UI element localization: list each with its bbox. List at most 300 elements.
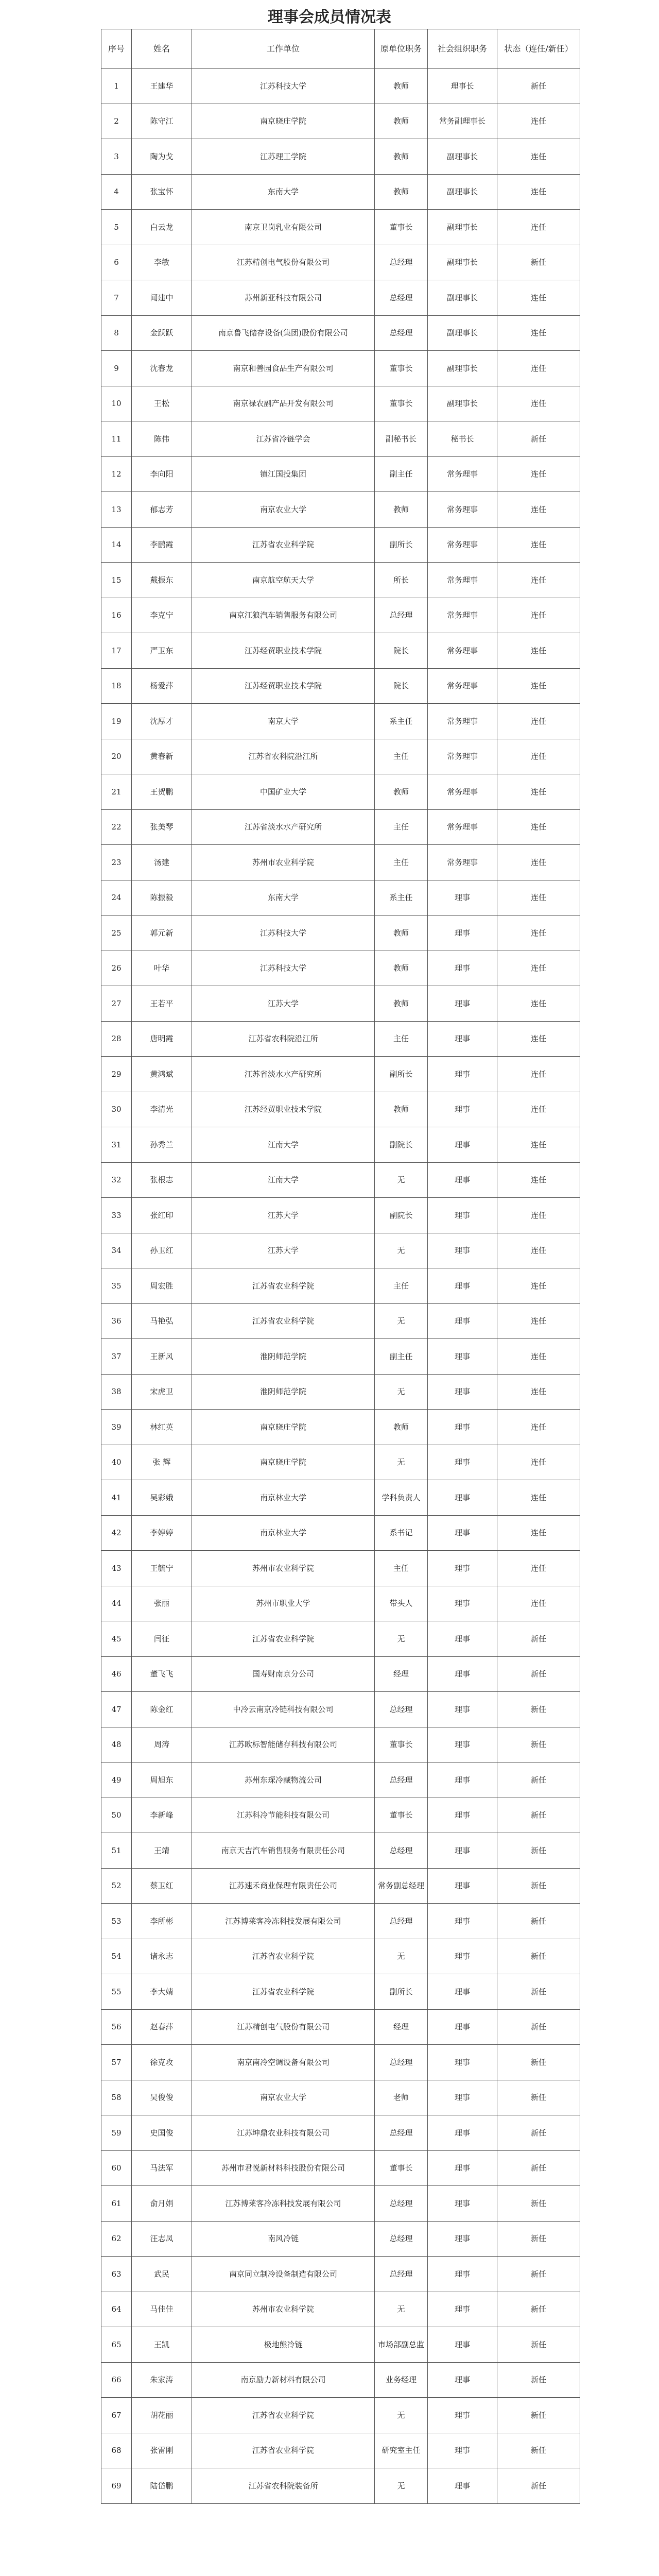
cell-name: 陶为戈 <box>132 139 192 175</box>
cell-role: 理事 <box>428 1868 497 1904</box>
table-row <box>101 2257 580 2292</box>
cell-name: 马法军 <box>132 2150 192 2186</box>
table-row <box>101 1762 580 1798</box>
cell-status: 新任 <box>497 2045 580 2080</box>
cell-role: 理事 <box>428 1162 497 1198</box>
cell-position: 无 <box>375 1445 428 1480</box>
cell-role: 副理事长 <box>428 351 497 386</box>
cell-unit: 江苏经贸职业技术学院 <box>192 668 375 704</box>
cell-no: 12 <box>101 456 132 492</box>
cell-no: 58 <box>101 2080 132 2115</box>
cell-status: 连任 <box>497 1586 580 1621</box>
cell-no: 54 <box>101 1939 132 1974</box>
cell-unit: 江苏科冷节能科技有限公司 <box>192 1798 375 1833</box>
table-row <box>101 1586 580 1621</box>
table-row <box>101 1127 580 1163</box>
cell-name: 张美琴 <box>132 809 192 845</box>
cell-position: 副所长 <box>375 527 428 563</box>
table-row <box>101 774 580 810</box>
header-name: 姓名 <box>132 29 192 69</box>
cell-name: 叶华 <box>132 951 192 986</box>
cell-name: 陈守江 <box>132 104 192 139</box>
cell-unit: 江苏省农科院沿江所 <box>192 739 375 774</box>
cell-name: 闻建中 <box>132 280 192 316</box>
cell-no: 40 <box>101 1445 132 1480</box>
cell-unit: 中冷云南京冷链科技有限公司 <box>192 1692 375 1727</box>
cell-unit: 江苏博莱客冷冻科技发展有限公司 <box>192 1904 375 1939</box>
cell-status: 连任 <box>497 1445 580 1480</box>
cell-name: 王新风 <box>132 1339 192 1375</box>
cell-unit: 江南大学 <box>192 1162 375 1198</box>
cell-position: 业务经理 <box>375 2362 428 2398</box>
cell-no: 34 <box>101 1233 132 1268</box>
cell-position: 董事长 <box>375 1727 428 1762</box>
cell-position: 老师 <box>375 2080 428 2115</box>
cell-status: 连任 <box>497 774 580 810</box>
cell-status: 连任 <box>497 1515 580 1551</box>
cell-name: 周旭东 <box>132 1762 192 1798</box>
cell-status: 新任 <box>497 2221 580 2257</box>
cell-status: 新任 <box>497 2257 580 2292</box>
cell-role: 理事 <box>428 2186 497 2222</box>
cell-unit: 苏州市农业科学院 <box>192 1551 375 1586</box>
cell-no: 11 <box>101 421 132 457</box>
cell-unit: 南京晓庄学院 <box>192 104 375 139</box>
cell-position: 无 <box>375 1621 428 1657</box>
cell-position: 无 <box>375 1939 428 1974</box>
cell-role: 理事 <box>428 1621 497 1657</box>
cell-status: 连任 <box>497 1198 580 1233</box>
table-row <box>101 1233 580 1268</box>
cell-status: 连任 <box>497 492 580 528</box>
cell-unit: 江苏科技大学 <box>192 916 375 951</box>
table-row <box>101 2186 580 2222</box>
cell-unit: 江苏大学 <box>192 986 375 1022</box>
cell-no: 26 <box>101 951 132 986</box>
cell-no: 18 <box>101 668 132 704</box>
cell-no: 5 <box>101 210 132 245</box>
cell-no: 66 <box>101 2362 132 2398</box>
header-status: 状态（连任/新任） <box>497 29 580 69</box>
cell-position: 经理 <box>375 2009 428 2045</box>
cell-position: 无 <box>375 2292 428 2327</box>
cell-unit: 苏州市君悦新材料科技股份有限公司 <box>192 2150 375 2186</box>
cell-unit: 国寿财南京分公司 <box>192 1656 375 1692</box>
cell-no: 29 <box>101 1057 132 1092</box>
table-row <box>101 880 580 916</box>
table-row <box>101 668 580 704</box>
cell-name: 史国俊 <box>132 2115 192 2151</box>
cell-status: 连任 <box>497 315 580 351</box>
cell-name: 李敏 <box>132 245 192 280</box>
cell-position: 无 <box>375 1303 428 1339</box>
cell-no: 41 <box>101 1480 132 1516</box>
cell-position: 经理 <box>375 1656 428 1692</box>
cell-position: 总经理 <box>375 1762 428 1798</box>
cell-unit: 南京航空航天大学 <box>192 563 375 598</box>
cell-no: 45 <box>101 1621 132 1657</box>
cell-position: 教师 <box>375 174 428 210</box>
cell-role: 理事 <box>428 1762 497 1798</box>
cell-name: 李向阳 <box>132 456 192 492</box>
cell-role: 理事长 <box>428 69 497 104</box>
cell-unit: 江苏省农业科学院 <box>192 1268 375 1304</box>
cell-name: 武民 <box>132 2257 192 2292</box>
cell-role: 常务理事 <box>428 456 497 492</box>
cell-role: 理事 <box>428 1092 497 1127</box>
cell-name: 王毓宁 <box>132 1551 192 1586</box>
cell-name: 郁志芳 <box>132 492 192 528</box>
cell-role: 理事 <box>428 1656 497 1692</box>
cell-position: 主任 <box>375 845 428 880</box>
cell-unit: 镇江国投集团 <box>192 456 375 492</box>
cell-status: 新任 <box>497 2115 580 2151</box>
cell-status: 新任 <box>497 1833 580 1869</box>
cell-no: 25 <box>101 916 132 951</box>
header-role: 社会组织职务 <box>428 29 497 69</box>
cell-name: 胡花丽 <box>132 2398 192 2433</box>
cell-status: 连任 <box>497 916 580 951</box>
cell-no: 9 <box>101 351 132 386</box>
cell-name: 王凯 <box>132 2327 192 2363</box>
cell-position: 总经理 <box>375 1833 428 1869</box>
cell-status: 新任 <box>497 1974 580 2010</box>
cell-name: 李新峰 <box>132 1798 192 1833</box>
cell-name: 王建华 <box>132 69 192 104</box>
cell-name: 吴彩娥 <box>132 1480 192 1516</box>
cell-unit: 江南大学 <box>192 1127 375 1163</box>
cell-role: 理事 <box>428 1727 497 1762</box>
cell-status: 连任 <box>497 210 580 245</box>
cell-no: 59 <box>101 2115 132 2151</box>
table-row <box>101 951 580 986</box>
cell-position: 系主任 <box>375 704 428 739</box>
cell-role: 理事 <box>428 2080 497 2115</box>
cell-name: 汪志凤 <box>132 2221 192 2257</box>
table-row <box>101 1727 580 1762</box>
table-row <box>101 1621 580 1657</box>
cell-role: 理事 <box>428 1410 497 1445</box>
cell-unit: 江苏理工学院 <box>192 139 375 175</box>
cell-position: 教师 <box>375 986 428 1022</box>
cell-role: 理事 <box>428 2221 497 2257</box>
table-row <box>101 1868 580 1904</box>
cell-position: 教师 <box>375 774 428 810</box>
cell-unit: 淮阴师范学院 <box>192 1339 375 1375</box>
cell-status: 新任 <box>497 421 580 457</box>
cell-unit: 江苏速禾商业保理有限责任公司 <box>192 1868 375 1904</box>
cell-position: 总经理 <box>375 2186 428 2222</box>
cell-role: 理事 <box>428 2327 497 2363</box>
cell-unit: 东南大学 <box>192 174 375 210</box>
cell-position: 教师 <box>375 916 428 951</box>
table-row <box>101 633 580 669</box>
cell-position: 学科负责人 <box>375 1480 428 1516</box>
cell-position: 无 <box>375 1233 428 1268</box>
cell-role: 副理事长 <box>428 139 497 175</box>
cell-position: 常务副总经理 <box>375 1868 428 1904</box>
cell-position: 无 <box>375 1374 428 1410</box>
cell-unit: 江苏省农业科学院 <box>192 1939 375 1974</box>
cell-no: 10 <box>101 386 132 421</box>
cell-name: 孙卫红 <box>132 1233 192 1268</box>
cell-no: 69 <box>101 2468 132 2504</box>
table-row <box>101 1833 580 1869</box>
cell-status: 连任 <box>497 1410 580 1445</box>
cell-unit: 南风冷链 <box>192 2221 375 2257</box>
cell-name: 张宝怀 <box>132 174 192 210</box>
cell-name: 蔡卫红 <box>132 1868 192 1904</box>
cell-name: 王松 <box>132 386 192 421</box>
cell-role: 理事 <box>428 2398 497 2433</box>
cell-position: 教师 <box>375 492 428 528</box>
cell-role: 理事 <box>428 2115 497 2151</box>
table-row <box>101 1092 580 1127</box>
cell-status: 连任 <box>497 1162 580 1198</box>
cell-role: 理事 <box>428 1268 497 1304</box>
cell-role: 常务理事 <box>428 598 497 633</box>
cell-unit: 南京和善园食品生产有限公司 <box>192 351 375 386</box>
cell-unit: 南京晓庄学院 <box>192 1445 375 1480</box>
cell-unit: 南京卫岗乳业有限公司 <box>192 210 375 245</box>
cell-position: 副秘书长 <box>375 421 428 457</box>
cell-status: 连任 <box>497 351 580 386</box>
cell-role: 理事 <box>428 916 497 951</box>
table-row <box>101 704 580 739</box>
cell-role: 理事 <box>428 1374 497 1410</box>
cell-position: 无 <box>375 2468 428 2504</box>
table-row <box>101 245 580 280</box>
cell-role: 理事 <box>428 1021 497 1057</box>
cell-unit: 江苏博莱客冷冻科技发展有限公司 <box>192 2186 375 2222</box>
cell-status: 连任 <box>497 1092 580 1127</box>
cell-status: 连任 <box>497 139 580 175</box>
cell-name: 林红英 <box>132 1410 192 1445</box>
cell-position: 主任 <box>375 1021 428 1057</box>
cell-unit: 南京励力新材料有限公司 <box>192 2362 375 2398</box>
cell-name: 张根志 <box>132 1162 192 1198</box>
cell-role: 理事 <box>428 1904 497 1939</box>
cell-position: 总经理 <box>375 245 428 280</box>
cell-no: 20 <box>101 739 132 774</box>
cell-no: 46 <box>101 1656 132 1692</box>
cell-unit: 江苏经贸职业技术学院 <box>192 633 375 669</box>
cell-position: 系主任 <box>375 880 428 916</box>
cell-role: 常务副理事长 <box>428 104 497 139</box>
cell-name: 诸永志 <box>132 1939 192 1974</box>
cell-role: 理事 <box>428 1833 497 1869</box>
cell-position: 总经理 <box>375 2221 428 2257</box>
cell-role: 理事 <box>428 2362 497 2398</box>
cell-unit: 江苏科技大学 <box>192 951 375 986</box>
cell-status: 新任 <box>497 2186 580 2222</box>
cell-no: 35 <box>101 1268 132 1304</box>
cell-no: 61 <box>101 2186 132 2222</box>
cell-name: 沈春龙 <box>132 351 192 386</box>
cell-status: 连任 <box>497 456 580 492</box>
cell-no: 44 <box>101 1586 132 1621</box>
cell-status: 连任 <box>497 1057 580 1092</box>
cell-status: 连任 <box>497 1303 580 1339</box>
cell-name: 李大婧 <box>132 1974 192 2010</box>
cell-unit: 南京林业大学 <box>192 1515 375 1551</box>
cell-unit: 江苏省农业科学院 <box>192 2398 375 2433</box>
cell-role: 理事 <box>428 1586 497 1621</box>
cell-status: 连任 <box>497 527 580 563</box>
cell-status: 连任 <box>497 1127 580 1163</box>
table-header-row <box>101 29 580 69</box>
document-title: 理事会成员情况表 <box>268 8 391 26</box>
table-row <box>101 421 580 457</box>
cell-status: 连任 <box>497 668 580 704</box>
member-table <box>101 29 580 2504</box>
cell-status: 新任 <box>497 1621 580 1657</box>
cell-status: 连任 <box>497 845 580 880</box>
cell-no: 65 <box>101 2327 132 2363</box>
cell-name: 李婷婷 <box>132 1515 192 1551</box>
cell-no: 55 <box>101 1974 132 2010</box>
cell-no: 3 <box>101 139 132 175</box>
cell-no: 38 <box>101 1374 132 1410</box>
table-row <box>101 1515 580 1551</box>
cell-status: 新任 <box>497 1939 580 1974</box>
cell-position: 董事长 <box>375 351 428 386</box>
table-row <box>101 1268 580 1304</box>
cell-unit: 江苏省农业科学院 <box>192 1974 375 2010</box>
cell-role: 理事 <box>428 2292 497 2327</box>
cell-status: 新任 <box>497 1904 580 1939</box>
table-row <box>101 2292 580 2327</box>
cell-unit: 南京晓庄学院 <box>192 1410 375 1445</box>
cell-status: 连任 <box>497 1374 580 1410</box>
table-row <box>101 809 580 845</box>
cell-status: 新任 <box>497 2292 580 2327</box>
cell-position: 副所长 <box>375 1974 428 2010</box>
cell-unit: 江苏精创电气股份有限公司 <box>192 245 375 280</box>
cell-status: 新任 <box>497 1762 580 1798</box>
cell-no: 16 <box>101 598 132 633</box>
table-row <box>101 598 580 633</box>
cell-role: 理事 <box>428 986 497 1022</box>
cell-role: 常务理事 <box>428 492 497 528</box>
cell-role: 理事 <box>428 1303 497 1339</box>
table-row <box>101 456 580 492</box>
table-body <box>101 69 580 2504</box>
cell-name: 李清光 <box>132 1092 192 1127</box>
cell-unit: 江苏省农业科学院 <box>192 527 375 563</box>
cell-no: 62 <box>101 2221 132 2257</box>
table-row <box>101 845 580 880</box>
cell-status: 新任 <box>497 2398 580 2433</box>
table-row <box>101 1374 580 1410</box>
cell-role: 理事 <box>428 880 497 916</box>
table-row <box>101 563 580 598</box>
cell-unit: 淮阴师范学院 <box>192 1374 375 1410</box>
cell-name: 李所彬 <box>132 1904 192 1939</box>
table-row <box>101 1445 580 1480</box>
cell-no: 63 <box>101 2257 132 2292</box>
cell-unit: 江苏经贸职业技术学院 <box>192 1092 375 1127</box>
cell-role: 理事 <box>428 1339 497 1375</box>
cell-role: 常务理事 <box>428 774 497 810</box>
table-row <box>101 69 580 104</box>
cell-no: 42 <box>101 1515 132 1551</box>
cell-no: 21 <box>101 774 132 810</box>
table-row <box>101 1162 580 1198</box>
cell-no: 56 <box>101 2009 132 2045</box>
cell-role: 理事 <box>428 2468 497 2504</box>
cell-name: 严卫东 <box>132 633 192 669</box>
cell-status: 连任 <box>497 739 580 774</box>
table-row <box>101 1656 580 1692</box>
cell-role: 副理事长 <box>428 245 497 280</box>
table-row <box>101 1198 580 1233</box>
cell-position: 副主任 <box>375 1339 428 1375</box>
cell-role: 理事 <box>428 1445 497 1480</box>
cell-status: 连任 <box>497 951 580 986</box>
cell-no: 51 <box>101 1833 132 1869</box>
cell-position: 无 <box>375 1162 428 1198</box>
cell-status: 新任 <box>497 69 580 104</box>
cell-name: 陈伟 <box>132 421 192 457</box>
cell-status: 新任 <box>497 1798 580 1833</box>
cell-name: 李克宁 <box>132 598 192 633</box>
cell-unit: 苏州市农业科学院 <box>192 2292 375 2327</box>
table-row <box>101 1480 580 1516</box>
cell-unit: 江苏省农业科学院 <box>192 2433 375 2468</box>
cell-unit: 江苏省农科院装备所 <box>192 2468 375 2504</box>
cell-role: 理事 <box>428 1692 497 1727</box>
table-row <box>101 1904 580 1939</box>
cell-unit: 中国矿业大学 <box>192 774 375 810</box>
cell-status: 连任 <box>497 704 580 739</box>
table-row <box>101 2045 580 2080</box>
cell-status: 连任 <box>497 986 580 1022</box>
cell-no: 28 <box>101 1021 132 1057</box>
cell-unit: 江苏坤鼎农业科技有限公司 <box>192 2115 375 2151</box>
cell-role: 理事 <box>428 1127 497 1163</box>
cell-no: 68 <box>101 2433 132 2468</box>
cell-no: 64 <box>101 2292 132 2327</box>
cell-no: 43 <box>101 1551 132 1586</box>
cell-no: 19 <box>101 704 132 739</box>
cell-position: 总经理 <box>375 598 428 633</box>
cell-name: 马艳弘 <box>132 1303 192 1339</box>
table-row <box>101 739 580 774</box>
cell-name: 陆岱鹏 <box>132 2468 192 2504</box>
cell-position: 主任 <box>375 1268 428 1304</box>
cell-role: 常务理事 <box>428 704 497 739</box>
cell-role: 常务理事 <box>428 563 497 598</box>
table-row <box>101 1692 580 1727</box>
cell-no: 4 <box>101 174 132 210</box>
cell-name: 周涛 <box>132 1727 192 1762</box>
cell-name: 郭元新 <box>132 916 192 951</box>
cell-unit: 江苏精创电气股份有限公司 <box>192 2009 375 2045</box>
cell-position: 副所长 <box>375 1057 428 1092</box>
cell-status: 新任 <box>497 1692 580 1727</box>
cell-position: 教师 <box>375 1410 428 1445</box>
cell-status: 连任 <box>497 1021 580 1057</box>
cell-position: 董事长 <box>375 386 428 421</box>
cell-unit: 江苏省农业科学院 <box>192 1621 375 1657</box>
cell-position: 副主任 <box>375 456 428 492</box>
cell-role: 秘书长 <box>428 421 497 457</box>
table-row <box>101 2468 580 2504</box>
cell-name: 戴振东 <box>132 563 192 598</box>
cell-unit: 南京林业大学 <box>192 1480 375 1516</box>
cell-role: 理事 <box>428 1551 497 1586</box>
